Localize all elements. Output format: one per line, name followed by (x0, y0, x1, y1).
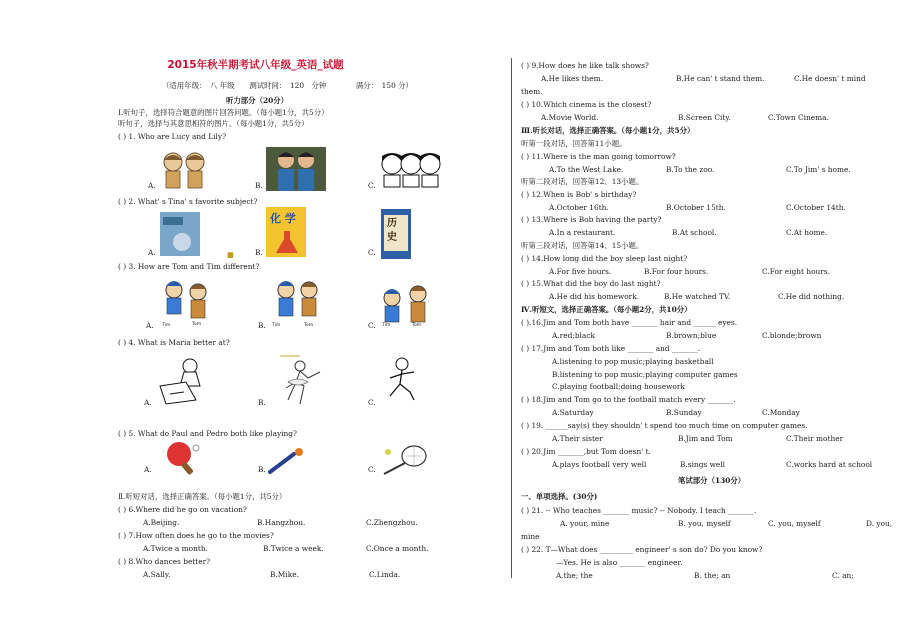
q11-option-a: A.To the West Lake. (549, 165, 624, 174)
q14-option-b: B.For four hours. (644, 267, 709, 276)
two-boys-drawing-image (158, 276, 216, 326)
q21-option-d: D. you, (866, 519, 893, 528)
q17-option-b: B.listening to pop music;playing computer games (552, 370, 738, 379)
q14-option-c: C.For eight hours. (762, 267, 830, 276)
q21-option-d-cont: mine (521, 532, 540, 541)
q18-option-c: C.Monday (762, 408, 800, 417)
q3-option-c: C. (368, 321, 376, 330)
twins-photo-image (266, 147, 326, 191)
q16-option-b: B.brown;blue (666, 331, 717, 340)
q8-option-c: C.Linda. (369, 570, 401, 579)
q2-option-c: C. (368, 248, 376, 257)
q7-option-c: C.Once a month. (366, 544, 429, 553)
tom-tim-picture-b (268, 276, 326, 331)
exam-info: （适用年级： 八 年级 测试时间： 120 分钟 满分： 150 分） (162, 81, 413, 90)
q18-option-a: A.Saturday (552, 408, 594, 417)
q4-option-c: C. (368, 398, 376, 407)
label-tom: Tom (412, 323, 422, 328)
q5-option-b: B. (258, 465, 266, 474)
question-12: ( ) 12.When is Bob' s birthday? (521, 190, 637, 199)
section3-part2: 听第二段对话，回答第12、13小题。 (521, 177, 644, 186)
q8-option-b: B.Mike. (270, 570, 299, 579)
section2-title: Ⅱ.听短对话，选择正确答案。（每小题1分，共5分） (118, 492, 287, 501)
question-3: ( ) 3. How are Tom and Tim different? (118, 262, 260, 271)
q19-option-c: C.Their mother (786, 434, 844, 443)
q10-option-a: A.Movie World. (541, 113, 599, 122)
q11-option-b: B.To the zoo. (666, 165, 715, 174)
q9-option-c-cont: them. (521, 87, 543, 96)
q1-option-b: B. (255, 181, 263, 190)
q22-option-a: A.the; the (556, 571, 593, 580)
q13-option-a: A.In a restaurant. (549, 228, 616, 237)
question-1: ( ) 1. Who are Lucy and Lily? (118, 132, 227, 141)
question-7: ( ) 7.How often does he go to the movies? (118, 531, 274, 540)
question-17: ( ) 17.Jim and Tom both like _______ and _______. (521, 344, 701, 353)
label-tim: Tim (272, 323, 281, 328)
question-14: ( ) 14.How long did the boy sleep last night? (521, 254, 688, 263)
page-title: 2015年秋半期考试八年级_英语_试题 (167, 59, 344, 71)
q13-option-c: C.At home. (786, 228, 828, 237)
section3-part1: 听第一段对话，回答第11小题。 (521, 139, 627, 148)
q3-option-a: A. (146, 321, 154, 330)
q4-option-b: B. (258, 398, 266, 407)
q22-option-b: B. the; an (694, 571, 731, 580)
chemistry-book-title: 化 学 (270, 212, 296, 225)
q22-option-c: C. an; (832, 571, 854, 580)
q13-option-b: B.At school. (672, 228, 717, 237)
q20-option-c: C.works hard at school (786, 460, 873, 469)
tom-tim-picture-c (376, 280, 434, 335)
question-4: ( ) 4. What is Maria better at? (118, 338, 230, 347)
q12-option-a: A.October 16th. (549, 203, 609, 212)
history-book-image (381, 209, 411, 259)
q9-option-b: B.He can' t stand them. (676, 74, 765, 83)
section5-title: 一、单项选择。(30分) (521, 492, 598, 501)
label-tom: Tom (304, 323, 314, 328)
q15-option-a: A.He did his homework. (549, 292, 640, 301)
running-figure-image (382, 356, 422, 406)
three-girls-drawing-image (380, 146, 442, 188)
q10-option-b: B.Screen City. (678, 113, 731, 122)
q15-option-b: B.He watched TV. (664, 292, 731, 301)
q9-option-a: A.He likes them. (541, 74, 604, 83)
q20-option-b: B.sings well (680, 460, 725, 469)
q12-option-b: B.October 15th. (666, 203, 726, 212)
q6-option-c: C.Zhengzhou. (366, 518, 418, 527)
q19-option-b: B.Jim and Tom (678, 434, 733, 443)
tennis-racket-icon (380, 442, 430, 478)
q14-option-a: A.For five hours. (549, 267, 612, 276)
q7-option-a: A.Twice a month. (143, 544, 208, 553)
physics-book-image (160, 212, 200, 256)
q17-option-a: A.listening to pop music;playing basketball (552, 357, 714, 366)
q7-option-b: B.Twice a week. (263, 544, 324, 553)
history-book-title: 历 史 (387, 218, 397, 243)
q6-option-a: A.Beijing. (143, 518, 180, 527)
q12-option-c: C.October 14th. (786, 203, 846, 212)
q16-option-a: A.red;black (552, 331, 595, 340)
label-tim: Tim (382, 323, 391, 328)
q10-option-c: C.Town Cinema. (768, 113, 829, 122)
q4-option-a: A. (144, 398, 152, 407)
q2-option-a: A. (148, 248, 156, 257)
q18-option-b: B.Sunday (666, 408, 702, 417)
ping-pong-paddle-icon (162, 440, 204, 476)
q16-option-c: C.blonde;brown (762, 331, 822, 340)
q17-option-c: C.playing football;doing housework (552, 382, 685, 391)
q19-option-a: A.Their sister (552, 434, 603, 443)
question-21: ( ) 21. -- Who teaches _______ music? -- Nobody. I teach _______. (521, 506, 757, 515)
written-part-title: 笔试部分（130分） (678, 476, 746, 485)
baseball-bat-icon (266, 446, 306, 476)
question-5: ( ) 5. What do Paul and Pedro both like playing? (118, 429, 298, 438)
question-2: ( ) 2. What' s Tina' s favorite subject? (118, 197, 258, 206)
section3-title: Ⅲ.听长对话，选择正确答案。（每小题1分，共5分） (521, 126, 695, 135)
flask-icon (274, 229, 300, 255)
question-16: ( ).16.Jim and Tom both have _______ hair and ______ eyes. (521, 318, 738, 327)
question-9: ( ) 9.How does he like talk shows? (521, 61, 649, 70)
q15-option-c: C.He did nothing. (778, 292, 845, 301)
label-tim: Tim (162, 323, 171, 328)
q22-answer-line: —Yes. He is also _______ engineer. (556, 558, 683, 567)
q20-option-a: A.plays football very well (552, 460, 647, 469)
question-18: ( ) 18.Jim and Tom go to the football match every _______. (521, 395, 736, 404)
column-divider (511, 58, 512, 578)
chemistry-book-image (266, 207, 306, 257)
label-tom: Tom (192, 322, 202, 327)
section4-title: Ⅳ.听短文，选择正确答案。（每小题2分，共10分） (521, 305, 692, 314)
question-8: ( ) 8.Who dances better? (118, 557, 211, 566)
q5-option-a: A. (144, 465, 152, 474)
tom-tim-picture-a (158, 276, 216, 331)
question-6: ( ) 6.Where did he go on vacation? (118, 505, 247, 514)
two-boys-drawing-image (268, 276, 326, 326)
section1-subtitle: 听句子，选择与其意思相符的图片。（每小题1分，共5分） (118, 119, 309, 128)
girl-writing-image (156, 356, 212, 406)
q9-option-c: C.He doesn' t mind (794, 74, 866, 83)
q21-option-b: B. you, myself (678, 519, 731, 528)
q1-option-a: A. (148, 181, 156, 190)
question-19: ( ) 19. ______say(s) they shouldn' t spend too much time on computer games. (521, 421, 808, 430)
q21-option-c: C. you, myself (768, 519, 821, 528)
q5-option-c: C. (368, 465, 376, 474)
question-10: ( ) 10.Which cinema is the closest? (521, 100, 652, 109)
q11-option-c: C.To Jim' s home. (786, 165, 851, 174)
question-13: ( ) 13.Where is Bob having the party? (521, 215, 662, 224)
q2-option-b: B. (255, 248, 263, 257)
q3-option-b: B. (258, 321, 266, 330)
section1-title: Ⅰ.听句子，选择符合题意的图片回答问题。（每小题1分，共5分） (118, 108, 329, 117)
question-20: ( ) 20.Jim _______,but Tom doesn' t. (521, 447, 651, 456)
section3-part3: 听第三段对话，回答第14、15小题。 (521, 241, 644, 250)
ballet-dancer-image (274, 352, 324, 406)
twins-cartoon-image (157, 148, 213, 190)
q6-option-b: B.Hangzhou. (257, 518, 306, 527)
q1-option-c: C. (368, 181, 376, 190)
q21-option-a: A. your, mine (560, 519, 610, 528)
question-15: ( ) 15.What did the boy do last night? (521, 279, 661, 288)
question-22: ( ) 22. T—What does _________ engineer' s son do? Do you know? (521, 545, 763, 554)
listening-title: 听力部分（20分） (226, 96, 289, 105)
small-dot-icon: ■ (227, 250, 234, 259)
question-11: ( ) 11.Where is the man going tomorrow? (521, 152, 676, 161)
q8-option-a: A.Sally. (143, 570, 171, 579)
